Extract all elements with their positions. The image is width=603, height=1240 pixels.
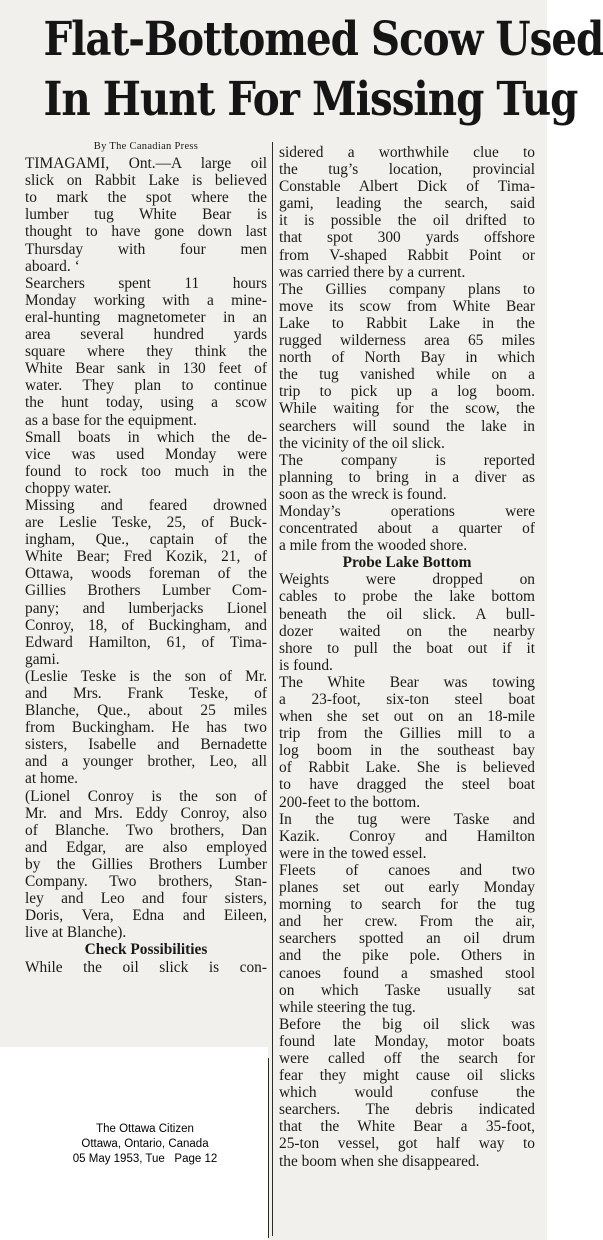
text-line: from V-shaped Rabbit Point or (279, 246, 535, 264)
text-line: a 23-foot, six-ton steel boat (279, 691, 535, 708)
text-line: when she set out on an 18-mile (279, 708, 535, 726)
text-line: live at Blanche). (25, 924, 127, 942)
text-line: of Rabbit Lake. She is believed (279, 759, 535, 777)
text-line: planes set out early Monday (279, 879, 535, 897)
text-line: ingham, Que., captain of the (25, 531, 267, 549)
text-line: while steering the tug. (279, 998, 416, 1016)
text-line: area several hundred yards (25, 326, 267, 344)
text-line: which would confuse the (279, 1084, 535, 1102)
text-line: gami, leading the search, said (279, 195, 535, 213)
text-line: are Leslie Teske, 25, of Buck- (25, 514, 267, 532)
subheading: Check Possibilities (84, 941, 208, 959)
text-line: Conroy, 18, of Buckingham, and (25, 616, 267, 634)
text-line: Gillies Brothers Lumber Com- (25, 582, 267, 600)
text-line: The Gillies company plans to (279, 280, 535, 298)
text-line: Constable Albert Dick of Tima- (279, 178, 535, 196)
text-line: of Blanche. Two brothers, Dan (25, 821, 267, 839)
column-divider (272, 142, 273, 1236)
text-line: searchers. The debris indicated (279, 1101, 535, 1119)
text-line: from Buckingham. He has two (25, 719, 267, 737)
text-line: found late Monday, motor boats (279, 1032, 535, 1050)
text-line: is found. (279, 656, 333, 674)
article-column-1 (25, 138, 267, 976)
text-line: dozer waited on the nearby (279, 622, 535, 640)
text-line: Searchers spent 11 hours (25, 274, 267, 292)
text-line: In the tug were Taske and (279, 810, 535, 828)
text-line: north of North Bay in which (279, 349, 535, 367)
text-line: fear they might cause oil slicks (279, 1067, 535, 1085)
text-line: gami. (25, 650, 60, 668)
text-line: lumber tug White Bear is (25, 206, 267, 224)
text-line: and a younger brother, Leo, all (25, 753, 267, 771)
text-line: log boom in the southeast bay (279, 742, 535, 760)
byline: By The Canadian Press (93, 141, 199, 152)
text-line: choppy water. (25, 479, 112, 497)
text-line: searchers spotted an oil drum (279, 930, 535, 948)
text-line: concentrated about a quarter of (279, 520, 535, 538)
text-line: (Lionel Conroy is the son of (25, 787, 267, 805)
text-line: White Bear; Fred Kozik, 21, of (25, 548, 267, 566)
text-line: at home. (25, 770, 78, 788)
text-line: The company is reported (279, 451, 535, 469)
text-line: 200-feet to the bottom. (279, 793, 421, 811)
text-line: cables to probe the lake bottom (279, 588, 535, 606)
column-edge-rule (268, 1058, 269, 1238)
text-line: beneath the oil slick. A bull- (279, 605, 535, 623)
column-2-body (279, 144, 535, 1170)
text-line: the tug’s location, provincial (279, 161, 535, 179)
text-line: square where they think the (25, 343, 267, 361)
text-line: the hunt today, using a scow (25, 394, 267, 412)
credit-publication: The Ottawa Citizen (96, 1123, 194, 1135)
text-line: was carried there by a current. (279, 263, 466, 281)
text-line: Fleets of canoes and two (279, 861, 535, 879)
text-line: morning to search for the tug (279, 896, 535, 914)
text-line: Small boats in which the de- (25, 428, 267, 446)
text-line: slick on Rabbit Lake is believed (25, 172, 267, 190)
text-line: Lake to Rabbit Lake in the (279, 314, 535, 332)
text-line: Blanche, Que., about 25 miles (25, 702, 267, 720)
text-line: that spot 300 yards offshore (279, 229, 535, 247)
text-line: Doris, Vera, Edna and Eileen, (25, 907, 267, 925)
text-line: it is possible the oil drifted to (279, 212, 535, 230)
text-line: move its scow from White Bear (279, 297, 535, 315)
text-line: on which Taske usually sat (279, 981, 535, 999)
text-line: to have dragged the steel boat (279, 776, 535, 794)
text-line: Edward Hamilton, 61, of Tima- (25, 633, 267, 651)
text-line: trip from the Gillies mill to a (279, 725, 535, 743)
text-line: thought to have gone down last (25, 223, 267, 241)
text-line: and her crew. From the air, (279, 913, 535, 931)
text-line: 25-ton vessel, got half way to (279, 1135, 535, 1153)
text-line: TIMAGAMI, Ont.—A large oil (25, 155, 267, 173)
text-line: Monday working with a mine- (25, 291, 267, 309)
text-line: the boom when she disappeared. (279, 1152, 480, 1170)
text-line: Company. Two brothers, Stan- (25, 873, 267, 891)
text-line: and Edgar, are also employed (25, 838, 267, 856)
text-line: vice was used Monday were (25, 445, 267, 463)
text-line: were called off the search for (279, 1049, 535, 1067)
text-line: While waiting for the scow, the (279, 400, 535, 418)
article-column-2 (279, 144, 535, 1170)
text-line: the vicinity of the oil slick. (279, 434, 445, 452)
text-line: soon as the wreck is found. (279, 485, 447, 503)
text-line: trip to pick up a log boom. (279, 383, 535, 401)
headline-line-2: In Hunt For Missing Tug (43, 72, 578, 127)
source-credit (40, 1122, 250, 1167)
text-line: Monday’s operations were (279, 502, 535, 520)
text-line: aboard. ‘ (25, 257, 80, 275)
text-line: found to rock too much in the (25, 462, 267, 480)
text-line: Kazik. Conroy and Hamilton (279, 827, 535, 845)
text-line: Before the big oil slick was (279, 1015, 535, 1033)
subheading: Probe Lake Bottom (342, 554, 472, 572)
text-line: eral-hunting magnetometer in an (25, 308, 267, 326)
text-line: rugged wilderness area 65 miles (279, 332, 535, 350)
text-line: canoes found a smashed stool (279, 964, 535, 982)
text-line: Weights were dropped on (279, 571, 535, 589)
text-line: Thursday with four men (25, 240, 267, 258)
text-line: as a base for the equipment. (25, 411, 197, 429)
text-line: searchers will sound the lake in (279, 417, 535, 435)
text-line: The White Bear was towing (279, 673, 535, 691)
text-line: ley and Leo and four sisters, (25, 890, 267, 908)
text-line: to mark the spot where the (25, 189, 267, 207)
text-line: the tug vanished while on a (279, 366, 535, 384)
credit-location: Ottawa, Ontario, Canada (81, 1138, 209, 1150)
column-1-body (25, 155, 267, 976)
text-line: shore to pull the boat out if it (279, 639, 535, 657)
text-line: that the White Bear a 35-foot, (279, 1118, 535, 1136)
text-line: a mile from the wooded shore. (279, 537, 468, 555)
text-line: by the Gillies Brothers Lumber (25, 855, 267, 873)
text-line: pany; and lumberjacks Lionel (25, 599, 267, 617)
text-line: White Bear sank in 130 feet of (25, 360, 267, 378)
text-line: and Mrs. Frank Teske, of (25, 685, 267, 702)
text-line: were in the towed essel. (279, 844, 427, 862)
text-line: water. They plan to continue (25, 377, 267, 395)
text-line: Ottawa, woods foreman of the (25, 565, 267, 583)
text-line: sisters, Isabelle and Bernadette (25, 736, 267, 754)
text-line: Mr. and Mrs. Eddy Conroy, also (25, 804, 267, 822)
credit-date-page: 05 May 1953, Tue Page 12 (72, 1153, 218, 1165)
text-line: planning to bring in a diver as (279, 468, 535, 486)
headline (43, 10, 603, 130)
text-line: While the oil slick is con- (25, 958, 267, 976)
text-line: (Leslie Teske is the son of Mr. (25, 667, 267, 685)
text-line: sidered a worthwhile clue to (279, 144, 535, 161)
headline-line-1: Flat-Bottomed Scow Used (43, 12, 603, 67)
text-line: Missing and feared drowned (25, 496, 267, 514)
text-line: and the pike pole. Others in (279, 947, 535, 965)
